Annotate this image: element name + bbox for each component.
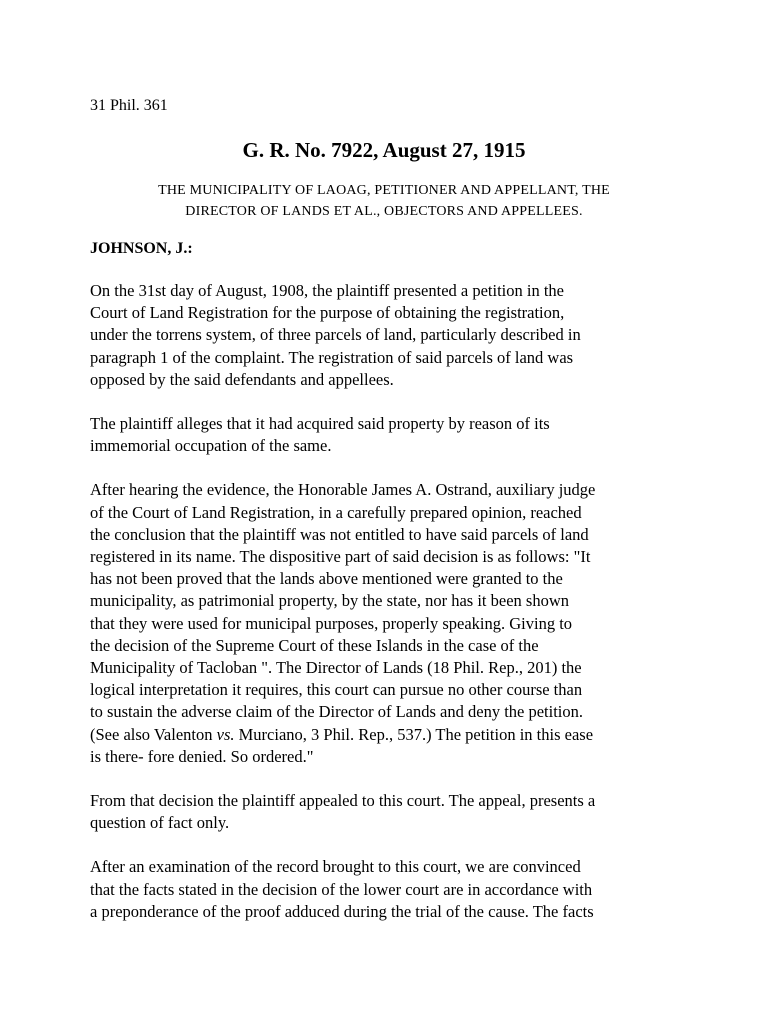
- text-line: that the facts stated in the decision of the lower court are in accordance with: [90, 879, 593, 899]
- parties-line: DIRECTOR OF LANDS ET AL., OBJECTORS AND APPELLEES.: [185, 204, 583, 219]
- text-line: of the Court of Land Registration, in a carefully prepared opinion, reached: [90, 502, 582, 522]
- opinion-body: [90, 280, 690, 945]
- text-line: paragraph 1 of the complaint. The registration of said parcels of land was: [90, 347, 574, 367]
- text-line: under the torrens system, of three parcels of land, particularly described in: [90, 325, 581, 345]
- text-line: Court of Land Registration for the purpose of obtaining the registration,: [90, 303, 565, 323]
- text-line: is there- fore denied. So ordered.": [90, 746, 314, 766]
- citation: 31 Phil. 361: [90, 97, 168, 114]
- text-line: registered in its name. The dispositive part of said decision is as follows: "It: [90, 547, 591, 567]
- text-line: (See also Valenton vs. Murciano, 3 Phil. Rep., 537.) The petition in this ease: [90, 724, 594, 744]
- text-line: opposed by the said defendants and appellees.: [90, 369, 394, 389]
- text-line: logical interpretation it requires, this court can pursue no other course than: [90, 680, 583, 700]
- text-line: has not been proved that the lands above mentioned were granted to the: [90, 569, 563, 589]
- text-line: a preponderance of the proof adduced during the trial of the cause. The facts: [90, 901, 594, 921]
- paragraph: [90, 479, 690, 768]
- paragraph: [90, 790, 690, 834]
- paragraph: [90, 856, 690, 923]
- text-line: immemorial occupation of the same.: [90, 436, 332, 456]
- text-line: Municipality of Tacloban ". The Director of Lands (18 Phil. Rep., 201) the: [90, 658, 582, 678]
- text-line: to sustain the adverse claim of the Director of Lands and deny the petition.: [90, 702, 584, 722]
- versus-abbrev: vs.: [216, 724, 235, 744]
- text-line: question of fact only.: [90, 813, 230, 833]
- ponente: JOHNSON, J.:: [90, 240, 193, 257]
- case-title: G. R. No. 7922, August 27, 1915: [242, 138, 526, 162]
- text-line: municipality, as patrimonial property, by the state, nor has it been shown: [90, 591, 569, 611]
- parties-line: THE MUNICIPALITY OF LAOAG, PETITIONER AND APPELLANT, THE: [158, 183, 610, 198]
- text-line: On the 31st day of August, 1908, the plaintiff presented a petition in the: [90, 281, 564, 300]
- text-line: the decision of the Supreme Court of these Islands in the case of the: [90, 635, 539, 655]
- text-line: the conclusion that the plaintiff was not entitled to have said parcels of land: [90, 524, 589, 544]
- text-line: From that decision the plaintiff appealed to this court. The appeal, presents a: [90, 791, 596, 811]
- text-line: After an examination of the record brought to this court, we are convinced: [90, 857, 581, 877]
- text-line: After hearing the evidence, the Honorable James A. Ostrand, auxiliary judge: [90, 480, 596, 500]
- text-line: The plaintiff alleges that it had acquired said property by reason of its: [90, 414, 550, 434]
- paragraph: [90, 413, 690, 457]
- text-line: that they were used for municipal purposes, properly speaking. Giving to: [90, 613, 573, 633]
- case-parties: [90, 180, 678, 222]
- paragraph: [90, 280, 690, 391]
